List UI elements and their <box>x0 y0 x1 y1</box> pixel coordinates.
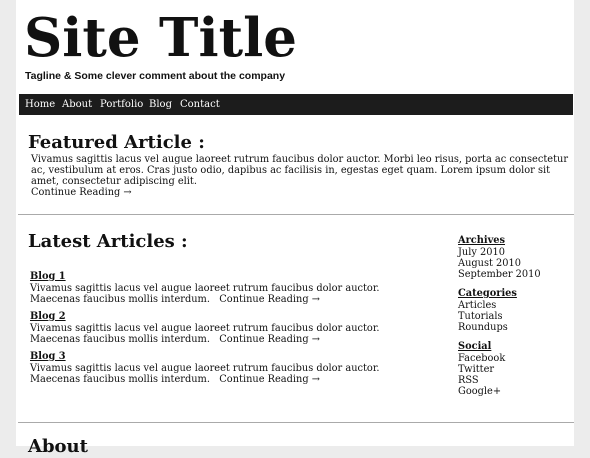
blog-post-excerpt: Vivamus sagittis lacus vel augue laoreet rutrum faucibus dolor auctor. Maecenas faucibus mollis interdum. <box>30 283 380 305</box>
about-heading: About <box>28 436 88 457</box>
category-link[interactable]: Articles <box>458 300 497 311</box>
blog-post-title[interactable]: Blog 2 <box>30 311 66 322</box>
divider <box>18 214 574 215</box>
blog-post <box>30 271 408 305</box>
sidebar <box>458 235 568 405</box>
categories-widget <box>458 288 568 333</box>
blog-post <box>30 351 408 385</box>
page <box>16 0 574 457</box>
blog-post-continue-link[interactable]: Continue Reading → <box>219 294 320 305</box>
blog-post <box>30 311 408 345</box>
archive-link[interactable]: August 2010 <box>458 258 521 269</box>
tagline: Tagline & Some clever comment about the company <box>25 70 286 82</box>
category-link[interactable]: Roundups <box>458 322 508 333</box>
blog-post-continue-link[interactable]: Continue Reading → <box>219 374 320 385</box>
nav-item-home[interactable]: Home <box>25 99 56 110</box>
blog-post-body <box>30 363 408 385</box>
blog-post-title[interactable]: Blog 3 <box>30 351 66 362</box>
featured-heading: Featured Article : <box>28 132 205 153</box>
blog-post-excerpt: Vivamus sagittis lacus vel augue laoreet rutrum faucibus dolor auctor. Maecenas faucibus mollis interdum. <box>30 323 380 345</box>
nav-item-about[interactable]: About <box>62 99 93 110</box>
featured-continue-link[interactable]: Continue Reading → <box>31 187 132 198</box>
social-link-rss[interactable]: RSS <box>458 375 479 386</box>
archive-link[interactable]: July 2010 <box>458 247 505 258</box>
blog-post-body <box>30 323 408 345</box>
social-heading[interactable]: Social <box>458 341 492 352</box>
latest-articles <box>28 231 408 391</box>
divider <box>18 422 574 423</box>
archives-heading[interactable]: Archives <box>458 235 506 246</box>
nav-item-contact[interactable]: Contact <box>180 99 220 110</box>
categories-heading[interactable]: Categories <box>458 288 517 299</box>
blog-post-body <box>30 283 408 305</box>
nav-item-blog[interactable]: Blog <box>149 99 172 110</box>
archives-widget <box>458 235 568 280</box>
social-link-facebook[interactable]: Facebook <box>458 353 506 364</box>
archive-link[interactable]: September 2010 <box>458 269 541 280</box>
blog-post-excerpt: Vivamus sagittis lacus vel augue laoreet rutrum faucibus dolor auctor. Maecenas faucibus mollis interdum. <box>30 363 380 385</box>
blog-post-continue-link[interactable]: Continue Reading → <box>219 334 320 345</box>
social-link-twitter[interactable]: Twitter <box>458 364 495 375</box>
latest-heading: Latest Articles : <box>28 231 188 252</box>
main-nav <box>19 94 573 115</box>
nav-item-portfolio[interactable]: Portfolio <box>100 99 144 110</box>
site-title[interactable]: Site Title <box>24 7 297 69</box>
category-link[interactable]: Tutorials <box>458 311 503 322</box>
featured-article <box>28 132 568 198</box>
social-link-google-plus[interactable]: Google+ <box>458 386 502 397</box>
social-widget <box>458 341 568 397</box>
featured-body: Vivamus sagittis lacus vel augue laoreet rutrum faucibus dolor auctor. Morbi leo risus, porta ac consectetur ac, vestibulum at eros. Cras justo odio, dapibus ac facilisis in, egestas eget quam. Lorem ipsum dolor sit amet, consectetur adipiscing elit. <box>31 154 569 187</box>
blog-post-title[interactable]: Blog 1 <box>30 271 66 282</box>
